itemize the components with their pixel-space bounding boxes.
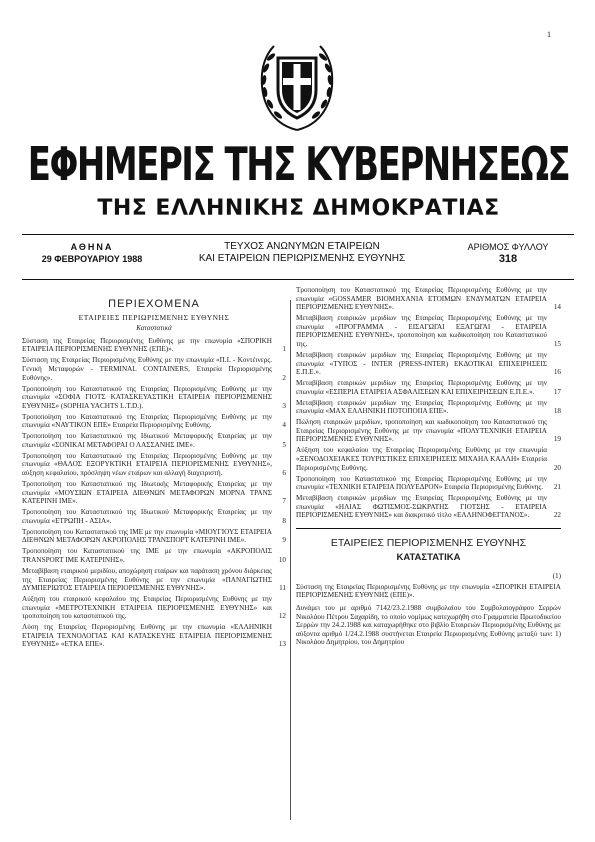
contents-entry-page: 22	[553, 511, 561, 520]
body-subsection-title: ΚΑΤΑΣΤΑΤΙΚΑ	[396, 551, 461, 563]
contents-entry	[296, 475, 561, 492]
contents-entry-page: 10	[278, 555, 286, 564]
contents-entry	[296, 418, 561, 444]
contents-entry	[22, 337, 286, 354]
section-divider	[296, 528, 561, 529]
contents-entry-text: Τροποποίηση του Καταστατικού της Εταιρείας Περιορισμένης Ευθύνης με την επωνυμία «ΘΑΛΟΣ ΕΞΟΡΥΚΤΙΚΗ ΕΤΑΙΡΕΙΑ ΠΕΡΙΟΡΙΣΜΕΝΗΣ ΕΥΘΥΝΗΣ», αύξηση κεφαλαίου, πρόσληψη νέων εταίρων και αλλαγή διαχειριστή.	[22, 451, 272, 478]
contents-entry	[22, 623, 286, 649]
contents-entry-page: 18	[553, 407, 561, 416]
contents-entry	[22, 528, 286, 545]
contents-entry-text: Τροποποίηση του Καταστατικού της ΙΜΕ με την επωνυμία «ΜΙΟΥΓΙΟΥΣ ΕΤΑΙΡΕΙΑ ΔΙΕΘΝΩΝ ΜΕΤΑΦΟΡΩΝ ΑΚΡΟΠΟΛΗΣ ΤΡΑΝΣΠΟΡΤ ΚΑΤΕΡΙΝΗ ΙΜΕ».	[22, 527, 272, 545]
contents-entry-page: 1	[282, 345, 286, 354]
gazette-subtitle: ΤΗΣ ΕΛΛΗΝΙΚΗΣ ΔΗΜΟΚΡΑΤΙΑΣ	[97, 196, 500, 221]
contents-entry-page: 2	[282, 373, 286, 382]
body-section-title: ΕΤΑΙΡΕΙΕΣ ΠΕΡΙΟΡΙΣΜΕΝΗΣ ΕΥΘΥΝΗΣ	[330, 536, 527, 549]
contents-entry-text: Μεταβίβαση εταιρικών μεριδίων της Εταιρείας Περιορισμένης Ευθύνης με την επωνυμία «ΠΡΟΓΡΑΜΜΑ - ΕΙΣΑΓΩΓΑΙ ΕΞΑΓΩΓΑΙ - ΕΤΑΙΡΕΙΑ ΠΕΡΙΟΡΙΣΜΕΝΗΣ ΕΥΘΥΝΗΣ», τροποποίηση και κωδικοποίηση του Καταστατικού της.	[296, 314, 547, 348]
contents-entry-page: 19	[553, 435, 561, 444]
contents-title: ΠΕΡΙΕΧΟΜΕΝΑ	[108, 298, 200, 310]
sheet-number: 318	[498, 253, 518, 265]
issue-type-line1: ΤΕΥΧΟΣ ΑΝΩΝΥΜΩΝ ΕΤΑΙΡΕΙΩΝ	[224, 241, 380, 252]
contents-entry-page: 6	[282, 469, 286, 478]
contents-entry	[22, 385, 286, 411]
contents-entry-page: 20	[553, 463, 561, 472]
contents-entry-page: 13	[278, 640, 286, 649]
contents-entry-page: 17	[553, 387, 561, 396]
sheet-number-block	[452, 241, 564, 265]
contents-entry-text: Αύξηση του κεφαλαίου της Εταιρείας Περιορισμένης Ευθύνης με την επωνυμία «ΞΕΝΟΔΟΧΕΙΑΚΕΣ ΤΟΥΡΙΣΤΙΚΕΣ ΕΠΙΧΕΙΡΗΣΕΙΣ ΜΙΧΑΗΛ ΚΑΛΛΗ» Εταιρεία Περιορισμένης Ευθύνης.	[296, 446, 547, 472]
contents-left-column	[22, 300, 286, 651]
contents-entry	[22, 432, 286, 449]
contents-entry	[296, 399, 561, 416]
sheet-label: ΑΡΙΘΜΟΣ ΦΥΛΛΟΥ	[467, 242, 549, 252]
contents-entry	[296, 446, 561, 472]
contents-right-column	[296, 286, 561, 651]
contents-entry-text: Τροποποίηση του Καταστατικού της Εταιρείας Περιορισμένης Ευθύνης με την επωνυμία «ΝΑΥΤΙΚΟΝ ΕΠΕ» Εταιρεία Περιορισμένης Ευθύνης.	[22, 412, 272, 430]
greek-coat-of-arms-emblem	[254, 38, 340, 134]
contents-entry-text: Τροποποίηση του Καταστατικού της Ιδιωτικού Μεταφορικής Εταιρείας με την επωνυμία «ΣΟΝΙΚΑΙ ΜΕΤΑΦΟΡΑΙ Ο ΛΑΣΣΑΝΗΣ ΙΜΕ».	[22, 432, 272, 449]
contents-entry-page: 7	[282, 497, 286, 506]
contents-entry	[22, 508, 286, 525]
contents-entry-page: 14	[553, 303, 561, 312]
contents-entry	[22, 452, 286, 478]
contents-entry-text: Πώληση εταιρικών μεριδίων, τροποποίηση και κωδικοποίηση του Καταστατικού της Εταιρείας Περιορισμένης Ευθύνης με την επωνυμία «ΠΟΛΥΤΕΧΝΙΚΗ ΕΤΑΙΡΕΙΑ ΠΕΡΙΟΡΙΣΜΕΝΗΣ ΕΥΘΥΝΗΣ».	[296, 418, 547, 444]
contents-entry-text: Λύση της Εταιρείας Περιορισμένης Ευθύνης με την επωνυμία «ΕΛΛΗΝΙΚΗ ΕΤΑΙΡΕΙΑ ΤΕΧΝΟΛΟΓΙΑΣ ΚΑΙ ΚΑΤΑΣΚΕΥΗΣ ΕΤΑΙΡΕΙΑ ΠΕΡΙΟΡΙΣΜΕΝΗΣ ΕΥΘΥΝΗΣ» «ΕΤΚΑ ΕΠΕ».	[22, 623, 272, 649]
contents-entry-text: Αύξηση του εταιρικού κεφαλαίου της Εταιρείας Περιορισμένης Ευθύνης με την επωνυμία «ΜΕΤΡΟΤΕΧΝΙΚΗ ΕΤΑΙΡΕΙΑ ΠΕΡΙΟΡΙΣΜΕΝΗΣ ΕΥΘΥΝΗΣ» και τροποποίηση του καταστατικού της.	[22, 595, 272, 621]
contents-entry	[22, 413, 286, 430]
contents-entry-page: 4	[282, 421, 286, 430]
document-intro: Σύσταση της Εταιρείας Περιορισμένης Ευθύνης με την επωνυμία «ΣΠΟΡΙΚΗ ΕΤΑΙΡΕΙΑ ΠΕΡΙΟΡΙΣΜΕΝΗΣ ΕΥΘΥΝΗΣ (ΕΠΕ)».	[296, 582, 561, 600]
contents-entry-text: Μεταβίβαση εταιρικών μεριδίων της Εταιρείας Περιορισμένης Ευθύνης με την επωνυμία «ΜΑΧ ΕΛΛΗΝΙΚΗ ΠΟΤΟΠΟΙΙΑ ΕΠΕ».	[296, 398, 547, 416]
contents-entry-page: 9	[282, 536, 286, 545]
city: ΑΘΗΝΑ	[70, 242, 114, 252]
contents-entry-text: Σύσταση της Εταιρείας Περιορισμένης Ευθύνης με την επωνυμία «Π.Ι. - Κοντέινερς. Γενική Μεταφορών - TERMINAL CONTAINERS, Εταιρεία Περιορισμένης Ευθύνης».	[22, 356, 272, 382]
contents-entry-page: 3	[282, 401, 286, 410]
contents-right-list	[296, 286, 561, 520]
document-marker: (1)	[552, 572, 561, 581]
contents-entry-page: 11	[279, 584, 286, 593]
contents-subsection: Καταστατικά	[136, 324, 172, 333]
contents-entry-page: 15	[553, 339, 561, 348]
contents-entry	[22, 480, 286, 506]
contents-entry-page: 5	[282, 440, 286, 449]
contents-entry-page: 8	[282, 516, 286, 525]
contents-entry	[296, 379, 561, 396]
page-number: 1	[547, 30, 551, 39]
contents-entry-text: Τροποποίηση του Καταστατικού της ΙΜΕ με την επωνυμία «ΑΚΡΟΠΟΛΙΣ TRANSPORT ΙΜΕ ΚΑΤΕΡΙΝΗΣ».	[22, 547, 272, 564]
contents-entry-page: 21	[553, 483, 561, 492]
contents-entry-text: Μεταβίβαση εταιρικών μεριδίων της Εταιρείας Περιορισμένης Ευθύνης με την επωνυμία «ΕΣΠΕΡΙΑ ΕΤΑΙΡΕΙΑ ΑΣΦΑΛΙΣΕΩΝ ΚΑΙ ΕΠΙΧΕΙΡΗΣΕΩΝ Ε.Π.Ε.».	[296, 379, 547, 396]
contents-entry-text: Τροποποίηση του Καταστατικού της Εταιρείας Περιορισμένης Ευθύνης με την επωνυμία «ΤΕΧΝΙΚΗ ΕΤΑΙΡΕΙΑ ΠΟΛΥΕΔΡΟΝ» Εταιρεία Περιορισμένης Ευθύνης.	[296, 474, 547, 492]
contents-entry	[296, 351, 561, 377]
contents-entry-text: Μεταβίβαση εταιρικών μεριδίων της Εταιρείας Περιορισμένης Ευθύνης με την επωνυμία «ΤΥΠΟΣ - INTER (PRESS-INTER) ΕΚΔΟΤΙΚΑΙ ΕΠΙΧΕΙΡΗΣΕΙΣ Ε.Π.Ε.».	[296, 350, 547, 377]
contents-entry	[22, 595, 286, 621]
contents-entry-text: Μεταβίβαση εταιρικού μεριδίου, αποχώρηση εταίρων και παράταση χρόνου διάρκειας της Εταιρείας Περιορισμένης Ευθύνης με την επωνυμία «ΠΑΝΑΓΙΩΤΗΣ ΔΥΜΠΕΡΙΩΤΟΣ ΕΤΑΙΡΕΙΑ ΠΕΡΙΟΡΙΣΜΕΝΗΣ ΕΥΘΥΝΗΣ».	[22, 566, 272, 593]
contents-left-list	[22, 337, 286, 649]
contents-entry-page: 12	[278, 612, 286, 621]
contents-entry-text: Τροποποίηση του Καταστατικού της Εταιρείας Περιορισμένης Ευθύνης με την επωνυμία «ΣΟΦΙΑ ΓΙΟΤΣ ΚΑΤΑΣΚΕΥΑΣΤΙΚΗ ΕΤΑΙΡΕΙΑ ΠΕΡΙΟΡΙΣΜΕΝΗΣ ΕΥΘΥΝΗΣ» (SOPHIA YACHTS L.T.D.).	[22, 384, 272, 410]
contents-entry-text: Μεταβίβαση εταιρικών μεριδίων της Εταιρείας Περιορισμένης Ευθύνης με την επωνυμία «ΗΛΙΑΣ ΦΩΤΙΣΜΟΣ-ΣΩΚΡΑΤΗΣ ΓΙΟΤΣΗΣ - ΕΤΑΙΡΕΙΑ ΠΕΡΙΟΡΙΣΜΕΝΗΣ ΕΥΘΥΝΗΣ» και διακριτικό τίτλο «ΕΛΛΗΝΟΦΕΓΓΑΝΟΣ».	[296, 494, 547, 520]
gazette-title: ΕΦΗΜΕΡΙΣ ΤΗΣ ΚΥΒΕΡΝΗΣΕΩΣ	[27, 138, 570, 192]
contents-entry-text: Σύσταση της Εταιρείας Περιορισμένης Ευθύνης με την επωνυμία «ΣΠΟΡΙΚΗ ΕΤΑΙΡΕΙΑ ΠΕΡΙΟΡΙΣΜΕΝΗΣ ΕΥΘΥΝΗΣ (ΕΠΕ)».	[22, 336, 272, 354]
place-date	[32, 241, 152, 265]
issue-type-line2: ΚΑΙ ΕΤΑΙΡΕΙΩΝ ΠΕΡΙΩΡΙΣΜΕΝΗΣ ΕΥΘΥΝΗΣ	[198, 253, 406, 264]
contents-entry-text: Τροποποίηση του Καταστατικού της Εταιρείας Περιορισμένης Ευθύνης με την επωνυμία «GOSSAMER BIOMHXANIA ΕΤΟΙΜΩΝ ΕΝΔΥΜΑΤΩΝ ΕΤΑΙΡΕΙΑ ΠΕΡΙΟΡΙΣΜΕΝΗΣ ΕΥΘΥΝΗΣ».	[296, 286, 547, 312]
issue-header-box	[22, 234, 574, 280]
contents-entry	[296, 314, 561, 348]
contents-entry	[296, 286, 561, 312]
contents-entry	[296, 494, 561, 520]
issue-type	[192, 241, 412, 265]
column-divider	[290, 300, 291, 820]
contents-entry-text: Τροποποίηση του Καταστατικού της Ιδιωτικής Μεταφορικής Εταιρείας με την επωνυμία «ΜΟΥΣΙΩΝ ΕΤΑΙΡΕΙΑ ΔΙΕΘΝΩΝ ΜΕΤΑΦΟΡΩΝ ΜΟΡΝΑ ΤΡΑΝΣ ΚΑΤΕΡΙΝΗ ΙΜΕ».	[22, 480, 272, 506]
contents-entry	[22, 567, 286, 593]
contents-entry	[22, 356, 286, 382]
document-paragraph: Δυνάμει του με αριθμό 7142/23.2.1988 συμβολαίου του Συμβολαιογράφου Σερρών Νικολάου Πέτρου Σαχαρίδη, το οποίο νομίμως κατεχωρήθη στο Γραμματεία Πρωτοδικείου Σερρών την 24.2.1988 και καταχωρήθηκε στο βιβλίο Εταιρειών Περιορισμένης Ευθύνης με αύξοντα αριθμό 1/24.2.1988 συστήνεται Εταιρεία Περιορισμένης Ευθύνης μεταξύ των: 1) Νικολάου Δημητρίου, του Δημητρίου	[296, 603, 561, 647]
contents-entry-text: Τροποποίηση του Καταστατικού της Ιδιωτικού Μεταφορικής Εταιρείας με την επωνυμία «ΕΤΡΩΠΗ - ΑΣΙΑ».	[22, 508, 272, 525]
contents-entry-page: 16	[553, 368, 561, 377]
contents-entry	[22, 547, 286, 564]
contents-section: ΕΤΑΙΡΕΙΕΣ ΠΕΡΙΩΡΙΣΜΕΝΗΣ ΕΥΘΥΝΗΣ	[78, 312, 230, 322]
issue-date: 29 ΦΕΒΡΟΥΑΡΙΟΥ 1988	[41, 254, 143, 264]
